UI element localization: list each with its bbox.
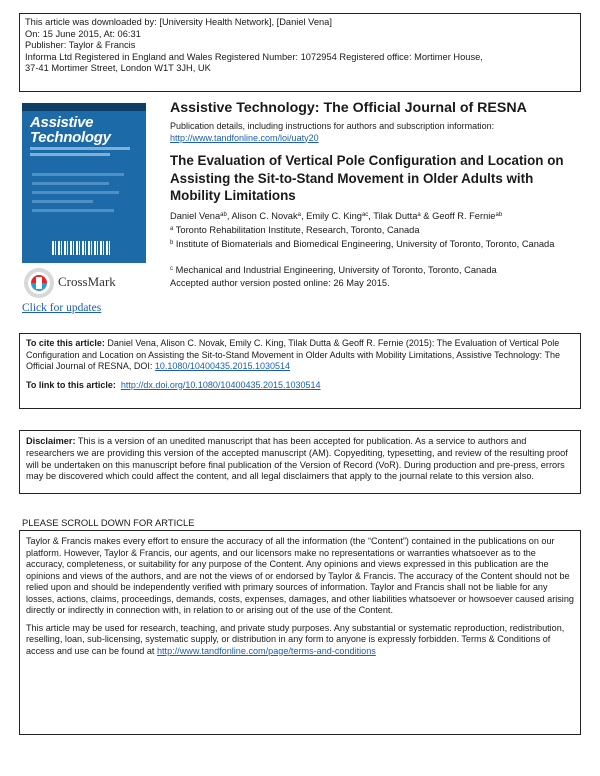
download-info-box <box>19 13 581 92</box>
citation-box <box>19 333 581 409</box>
author-name: Daniel Vena <box>170 211 221 221</box>
author-list: Daniel Vena$^{ab}$, Alison C. Novak$^a$, Emily C. King$^{ac}$, Tilak Dutta$^a$ & Geoff R. Fernie$^{ab}$ <box>170 211 503 221</box>
download-date: On: 15 June 2015, At: 06:31 <box>25 28 141 39</box>
terms-paragraph: This article may be used for research, teaching, and private study purposes. Any substantial or systematic reproduction, redistribution, reselling, loan, sub-licensing, systematic supply, or distribution in any form to anyone is expressly forbidden. Terms & Conditions of access and use can be found at http://www.tandfonline.com/page/terms-and-conditions <box>26 622 565 656</box>
scroll-notice: PLEASE SCROLL DOWN FOR ARTICLE <box>22 517 195 528</box>
disclaimer-box <box>19 430 581 494</box>
journal-cover-image[interactable] <box>22 103 146 263</box>
address-line: 37-41 Mortimer Street, London W1T 3JH, UK <box>25 63 211 74</box>
disclaimer-text: This is a version of an unedited manuscript that has been accepted for publication. As a service to authors and researchers we are providing this version of the accepted manuscript (AM). Copyediting, typesetting, and review of the resulting proof will be undertaken on this manuscript before final publication of the Version of Record (VoR). During production and pre-press, errors may be discovered which could affect the content, and all legal disclaimers that apply to the journal relate to this version also. <box>26 436 568 482</box>
terms-box <box>19 530 581 735</box>
terms-url-link[interactable]: http://www.tandfonline.com/page/terms-and-conditions <box>156 645 376 656</box>
click-for-updates-link[interactable]: Click for updates <box>22 302 102 314</box>
author-name: , Alison C. Novak <box>226 211 298 221</box>
download-line: This article was downloaded by: [University Health Network], [Daniel Vena] <box>25 17 332 27</box>
terms-paragraph: Taylor & Francis makes every effort to ensure the accuracy of all the information (the “Content”) contained in the publications on our platform. However, Taylor & Francis, our agents, and our licensors make no representations or warranties whatsoever as to the accuracy, completeness, or suitability for any purpose of the Content. Any opinions and views expressed in this publication are the opinions and views of the authors, and are not the views of or endorsed by Taylor & Francis. The accuracy of the Content should not be relied upon and should be independently verified with primary sources of information. Taylor and Francis shall not be liable for any losses, actions, claims, proceedings, demands, costs, expenses, damages, and other liabilities whatsoever or howsoever caused arising directly or indirectly in connection with, in relation to or arising out of the use of the Content. <box>26 536 574 615</box>
author-name: , Emily C. King <box>300 211 362 221</box>
cover-subtitle-bar <box>30 147 130 150</box>
cover-text-lines <box>32 173 134 218</box>
doi-link[interactable]: 10.1080/10400435.2015.1030514 <box>154 361 291 372</box>
cover-title: Assistive Technology <box>30 114 111 146</box>
cover-subtitle-bar <box>30 153 110 156</box>
article-link-row <box>26 380 574 392</box>
link-label: To link to this article: <box>26 379 116 390</box>
author-name: & Geoff R. Fernie <box>420 211 496 221</box>
article-title: The Evaluation of Vertical Pole Configuration and Location on Assisting the Sit-to-Stand Movement in Older Adults with Mobility Limitations <box>170 153 564 203</box>
registration-line: Informa Ltd Registered in England and Wales Registered Number: 1072954 Registered office: Mortimer House, <box>25 51 483 62</box>
publication-details: Publication details, including instructions for authors and subscription information: http://www.tandfonline.com/loi/uaty20 <box>170 121 570 144</box>
cover-band <box>22 103 146 111</box>
author-name: , Tilak Dutta <box>368 211 418 221</box>
accepted-date: Accepted author version posted online: 26 May 2015. <box>170 278 390 288</box>
affiliation-a: $^a$ Toronto Rehabilitation Institute, Research, Toronto, Canada <box>170 225 420 235</box>
disclaimer-label: Disclaimer: <box>26 436 76 446</box>
publisher-line: Publisher: Taylor & Francis <box>25 40 136 51</box>
affiliation-b: $^b$ Institute of Biomaterials and Biomedical Engineering, University of Toronto, Toronto, Canada <box>170 239 555 249</box>
citation-text: To cite this article: Daniel Vena, Alison C. Novak, Emily C. King, Tilak Dutta & Geoff R. Fernie (2015): The Evaluation of Vertical Pole Configuration and Location on Assisting the Sit-to-Stand Movement in Older Adults with Mobility Limitations, Assistive Technology: The Official Journal of RESNA, DOI: 10.1080/10400435.2015.1030514 <box>26 338 560 372</box>
journal-url-link[interactable]: http://www.tandfonline.com/loi/uaty20 <box>170 132 319 143</box>
journal-title: Assistive Technology: The Official Journal of RESNA <box>170 100 527 116</box>
citation-label: To cite this article: <box>26 338 105 348</box>
crossmark-label[interactable]: CrossMark <box>58 274 116 289</box>
cover-barcode <box>52 241 112 255</box>
article-url-link[interactable]: http://dx.doi.org/10.1080/10400435.2015.1030514 <box>120 379 321 390</box>
affiliation-c: $^c$ Mechanical and Industrial Engineering, University of Toronto, Toronto, Canada <box>170 265 497 275</box>
